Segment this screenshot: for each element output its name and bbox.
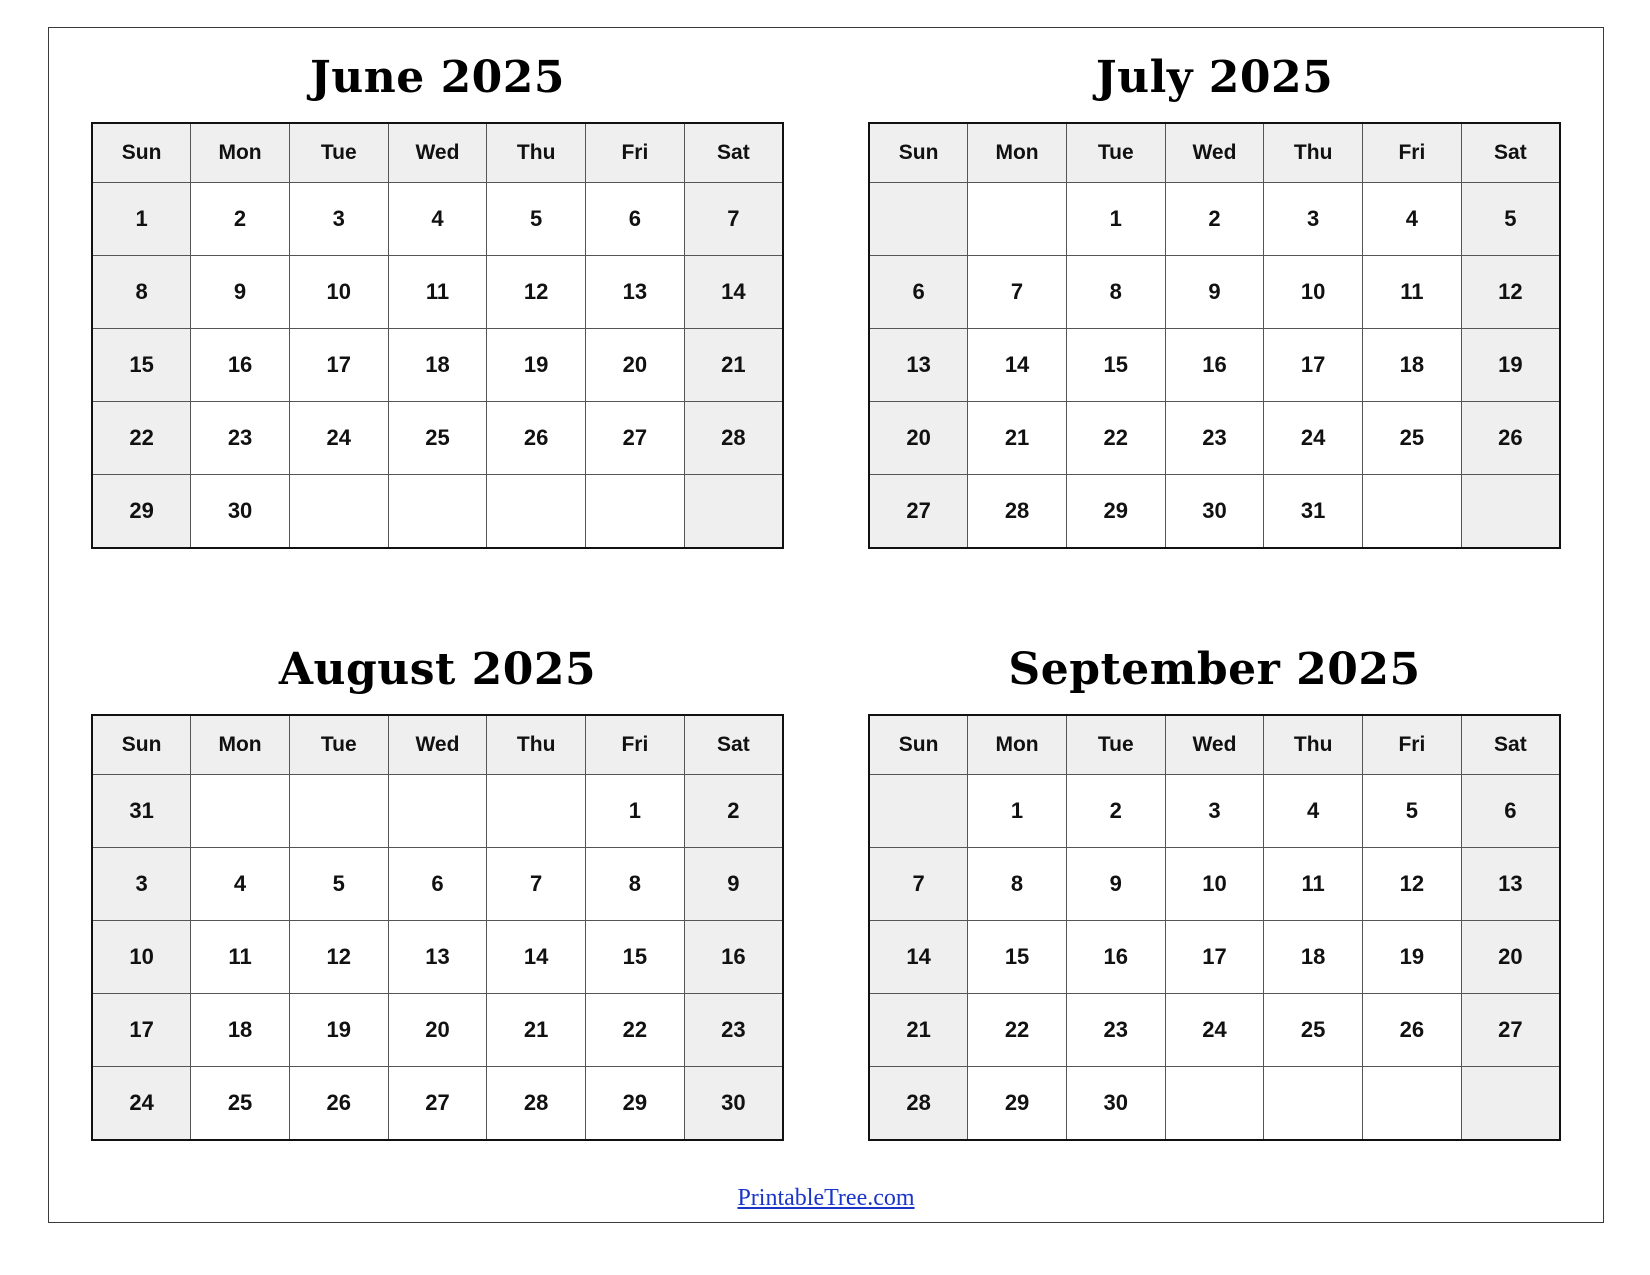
day-cell: 13 bbox=[586, 256, 685, 329]
month-block-july bbox=[826, 38, 1603, 630]
day-cell: 12 bbox=[1363, 848, 1462, 921]
day-cell: 29 bbox=[968, 1067, 1067, 1141]
day-cell: 27 bbox=[586, 402, 685, 475]
day-cell: 8 bbox=[1066, 256, 1165, 329]
day-cell: 2 bbox=[1066, 775, 1165, 848]
calendar-week-row bbox=[92, 256, 783, 329]
day-cell: 12 bbox=[289, 921, 388, 994]
weekday-header-sat: Sat bbox=[684, 123, 783, 183]
day-cell: 29 bbox=[1066, 475, 1165, 549]
month-title: August 2025 bbox=[278, 644, 597, 695]
day-cell: 1 bbox=[92, 183, 191, 256]
day-cell: 1 bbox=[968, 775, 1067, 848]
day-cell: 18 bbox=[1264, 921, 1363, 994]
day-cell: 25 bbox=[1264, 994, 1363, 1067]
day-cell: 24 bbox=[92, 1067, 191, 1141]
day-cell: 19 bbox=[1363, 921, 1462, 994]
months-grid bbox=[49, 28, 1603, 1222]
day-cell bbox=[388, 475, 487, 549]
calendar-week-row bbox=[92, 848, 783, 921]
day-cell: 24 bbox=[289, 402, 388, 475]
day-cell: 7 bbox=[968, 256, 1067, 329]
day-cell: 31 bbox=[1264, 475, 1363, 549]
weekday-header-mon: Mon bbox=[191, 123, 290, 183]
day-cell: 25 bbox=[1363, 402, 1462, 475]
calendar-week-row bbox=[92, 994, 783, 1067]
day-cell: 7 bbox=[869, 848, 968, 921]
day-cell: 19 bbox=[289, 994, 388, 1067]
weekday-header-fri: Fri bbox=[1363, 715, 1462, 775]
day-cell: 16 bbox=[191, 329, 290, 402]
day-cell: 15 bbox=[92, 329, 191, 402]
weekday-header-wed: Wed bbox=[388, 123, 487, 183]
day-cell: 2 bbox=[684, 775, 783, 848]
weekday-header-sat: Sat bbox=[1461, 123, 1560, 183]
day-cell bbox=[968, 183, 1067, 256]
day-cell: 27 bbox=[388, 1067, 487, 1141]
day-cell: 18 bbox=[1363, 329, 1462, 402]
day-cell: 18 bbox=[191, 994, 290, 1067]
day-cell: 12 bbox=[1461, 256, 1560, 329]
day-cell: 29 bbox=[92, 475, 191, 549]
day-cell bbox=[1461, 475, 1560, 549]
footer-link[interactable]: PrintableTree.com bbox=[737, 1185, 915, 1211]
calendar-table-june bbox=[91, 122, 784, 549]
day-cell: 15 bbox=[968, 921, 1067, 994]
day-cell: 28 bbox=[968, 475, 1067, 549]
day-cell: 11 bbox=[388, 256, 487, 329]
weekday-header-sat: Sat bbox=[684, 715, 783, 775]
month-title: July 2025 bbox=[1095, 52, 1334, 103]
day-cell: 1 bbox=[1066, 183, 1165, 256]
calendar-week-row bbox=[869, 848, 1560, 921]
weekday-header-sun: Sun bbox=[869, 715, 968, 775]
calendar-week-row bbox=[92, 775, 783, 848]
day-cell: 23 bbox=[1165, 402, 1264, 475]
day-cell: 8 bbox=[92, 256, 191, 329]
day-cell: 30 bbox=[684, 1067, 783, 1141]
footer bbox=[49, 1185, 1603, 1212]
day-cell: 20 bbox=[586, 329, 685, 402]
day-cell bbox=[684, 475, 783, 549]
day-cell bbox=[487, 475, 586, 549]
day-cell: 10 bbox=[1264, 256, 1363, 329]
day-cell: 9 bbox=[191, 256, 290, 329]
calendar-table-july bbox=[868, 122, 1561, 549]
day-cell bbox=[1264, 1067, 1363, 1141]
day-cell: 19 bbox=[1461, 329, 1560, 402]
weekday-header-row bbox=[869, 123, 1560, 183]
day-cell: 14 bbox=[487, 921, 586, 994]
day-cell bbox=[487, 775, 586, 848]
day-cell: 6 bbox=[586, 183, 685, 256]
day-cell: 17 bbox=[1165, 921, 1264, 994]
day-cell: 16 bbox=[684, 921, 783, 994]
day-cell: 5 bbox=[487, 183, 586, 256]
calendar-week-row bbox=[92, 329, 783, 402]
day-cell: 22 bbox=[1066, 402, 1165, 475]
day-cell: 27 bbox=[869, 475, 968, 549]
weekday-header-fri: Fri bbox=[586, 715, 685, 775]
day-cell bbox=[388, 775, 487, 848]
weekday-header-thu: Thu bbox=[1264, 123, 1363, 183]
day-cell: 26 bbox=[487, 402, 586, 475]
day-cell: 23 bbox=[1066, 994, 1165, 1067]
calendar-week-row bbox=[869, 475, 1560, 549]
day-cell: 15 bbox=[586, 921, 685, 994]
day-cell: 6 bbox=[869, 256, 968, 329]
weekday-header-mon: Mon bbox=[968, 715, 1067, 775]
weekday-header-mon: Mon bbox=[191, 715, 290, 775]
day-cell: 13 bbox=[388, 921, 487, 994]
day-cell: 21 bbox=[968, 402, 1067, 475]
day-cell: 3 bbox=[92, 848, 191, 921]
calendar-week-row bbox=[869, 402, 1560, 475]
weekday-header-fri: Fri bbox=[1363, 123, 1462, 183]
day-cell: 8 bbox=[586, 848, 685, 921]
day-cell: 13 bbox=[1461, 848, 1560, 921]
day-cell: 21 bbox=[684, 329, 783, 402]
day-cell: 4 bbox=[1363, 183, 1462, 256]
day-cell: 8 bbox=[968, 848, 1067, 921]
day-cell: 9 bbox=[1165, 256, 1264, 329]
day-cell: 16 bbox=[1165, 329, 1264, 402]
day-cell: 17 bbox=[92, 994, 191, 1067]
weekday-header-wed: Wed bbox=[388, 715, 487, 775]
day-cell: 21 bbox=[869, 994, 968, 1067]
weekday-header-tue: Tue bbox=[289, 123, 388, 183]
weekday-header-sat: Sat bbox=[1461, 715, 1560, 775]
day-cell: 17 bbox=[1264, 329, 1363, 402]
day-cell: 26 bbox=[1363, 994, 1462, 1067]
day-cell: 25 bbox=[388, 402, 487, 475]
month-block-september bbox=[826, 630, 1603, 1222]
day-cell: 12 bbox=[487, 256, 586, 329]
day-cell: 3 bbox=[1165, 775, 1264, 848]
day-cell: 9 bbox=[1066, 848, 1165, 921]
day-cell: 10 bbox=[289, 256, 388, 329]
day-cell: 20 bbox=[1461, 921, 1560, 994]
day-cell: 18 bbox=[388, 329, 487, 402]
day-cell: 7 bbox=[487, 848, 586, 921]
day-cell: 11 bbox=[1264, 848, 1363, 921]
month-title: June 2025 bbox=[309, 52, 566, 103]
day-cell bbox=[869, 775, 968, 848]
calendar-week-row bbox=[869, 921, 1560, 994]
day-cell: 21 bbox=[487, 994, 586, 1067]
day-cell bbox=[1363, 1067, 1462, 1141]
weekday-header-sun: Sun bbox=[92, 715, 191, 775]
day-cell: 29 bbox=[586, 1067, 685, 1141]
day-cell: 22 bbox=[586, 994, 685, 1067]
day-cell: 5 bbox=[289, 848, 388, 921]
day-cell: 30 bbox=[1066, 1067, 1165, 1141]
day-cell: 20 bbox=[869, 402, 968, 475]
day-cell bbox=[289, 775, 388, 848]
month-block-june bbox=[49, 38, 826, 630]
calendar-week-row bbox=[869, 256, 1560, 329]
day-cell: 4 bbox=[191, 848, 290, 921]
weekday-header-sun: Sun bbox=[92, 123, 191, 183]
day-cell: 31 bbox=[92, 775, 191, 848]
day-cell: 28 bbox=[684, 402, 783, 475]
day-cell: 23 bbox=[684, 994, 783, 1067]
day-cell: 7 bbox=[684, 183, 783, 256]
day-cell: 24 bbox=[1264, 402, 1363, 475]
weekday-header-wed: Wed bbox=[1165, 715, 1264, 775]
calendar-week-row bbox=[92, 475, 783, 549]
weekday-header-fri: Fri bbox=[586, 123, 685, 183]
day-cell: 13 bbox=[869, 329, 968, 402]
day-cell: 5 bbox=[1461, 183, 1560, 256]
day-cell bbox=[869, 183, 968, 256]
day-cell: 20 bbox=[388, 994, 487, 1067]
day-cell: 3 bbox=[1264, 183, 1363, 256]
calendar-table-september bbox=[868, 714, 1561, 1141]
day-cell: 11 bbox=[191, 921, 290, 994]
weekday-header-row bbox=[92, 715, 783, 775]
day-cell: 22 bbox=[968, 994, 1067, 1067]
calendar-week-row bbox=[92, 402, 783, 475]
day-cell: 4 bbox=[1264, 775, 1363, 848]
day-cell: 27 bbox=[1461, 994, 1560, 1067]
day-cell: 14 bbox=[869, 921, 968, 994]
weekday-header-mon: Mon bbox=[968, 123, 1067, 183]
weekday-header-tue: Tue bbox=[1066, 123, 1165, 183]
weekday-header-thu: Thu bbox=[1264, 715, 1363, 775]
weekday-header-thu: Thu bbox=[487, 715, 586, 775]
calendar-week-row bbox=[869, 1067, 1560, 1141]
weekday-header-sun: Sun bbox=[869, 123, 968, 183]
day-cell: 10 bbox=[1165, 848, 1264, 921]
day-cell: 19 bbox=[487, 329, 586, 402]
calendar-week-row bbox=[869, 183, 1560, 256]
weekday-header-wed: Wed bbox=[1165, 123, 1264, 183]
day-cell bbox=[586, 475, 685, 549]
day-cell: 1 bbox=[586, 775, 685, 848]
day-cell: 9 bbox=[684, 848, 783, 921]
calendar-week-row bbox=[92, 1067, 783, 1141]
day-cell: 26 bbox=[289, 1067, 388, 1141]
day-cell: 26 bbox=[1461, 402, 1560, 475]
day-cell: 24 bbox=[1165, 994, 1264, 1067]
day-cell: 16 bbox=[1066, 921, 1165, 994]
day-cell bbox=[289, 475, 388, 549]
weekday-header-row bbox=[869, 715, 1560, 775]
day-cell: 5 bbox=[1363, 775, 1462, 848]
day-cell: 22 bbox=[92, 402, 191, 475]
day-cell: 15 bbox=[1066, 329, 1165, 402]
day-cell: 3 bbox=[289, 183, 388, 256]
calendar-page bbox=[48, 27, 1604, 1223]
calendar-week-row bbox=[869, 329, 1560, 402]
day-cell bbox=[1165, 1067, 1264, 1141]
day-cell: 23 bbox=[191, 402, 290, 475]
day-cell: 11 bbox=[1363, 256, 1462, 329]
day-cell: 14 bbox=[968, 329, 1067, 402]
calendar-week-row bbox=[869, 775, 1560, 848]
month-block-august bbox=[49, 630, 826, 1222]
day-cell: 28 bbox=[869, 1067, 968, 1141]
day-cell: 6 bbox=[1461, 775, 1560, 848]
day-cell bbox=[191, 775, 290, 848]
calendar-week-row bbox=[92, 183, 783, 256]
weekday-header-row bbox=[92, 123, 783, 183]
day-cell: 4 bbox=[388, 183, 487, 256]
weekday-header-tue: Tue bbox=[289, 715, 388, 775]
day-cell: 30 bbox=[191, 475, 290, 549]
day-cell: 6 bbox=[388, 848, 487, 921]
day-cell bbox=[1461, 1067, 1560, 1141]
calendar-week-row bbox=[92, 921, 783, 994]
day-cell: 25 bbox=[191, 1067, 290, 1141]
day-cell: 30 bbox=[1165, 475, 1264, 549]
calendar-table-august bbox=[91, 714, 784, 1141]
day-cell: 28 bbox=[487, 1067, 586, 1141]
day-cell: 17 bbox=[289, 329, 388, 402]
month-title: September 2025 bbox=[1008, 644, 1421, 695]
weekday-header-thu: Thu bbox=[487, 123, 586, 183]
day-cell: 14 bbox=[684, 256, 783, 329]
day-cell: 2 bbox=[191, 183, 290, 256]
day-cell: 10 bbox=[92, 921, 191, 994]
weekday-header-tue: Tue bbox=[1066, 715, 1165, 775]
day-cell bbox=[1363, 475, 1462, 549]
day-cell: 2 bbox=[1165, 183, 1264, 256]
calendar-week-row bbox=[869, 994, 1560, 1067]
